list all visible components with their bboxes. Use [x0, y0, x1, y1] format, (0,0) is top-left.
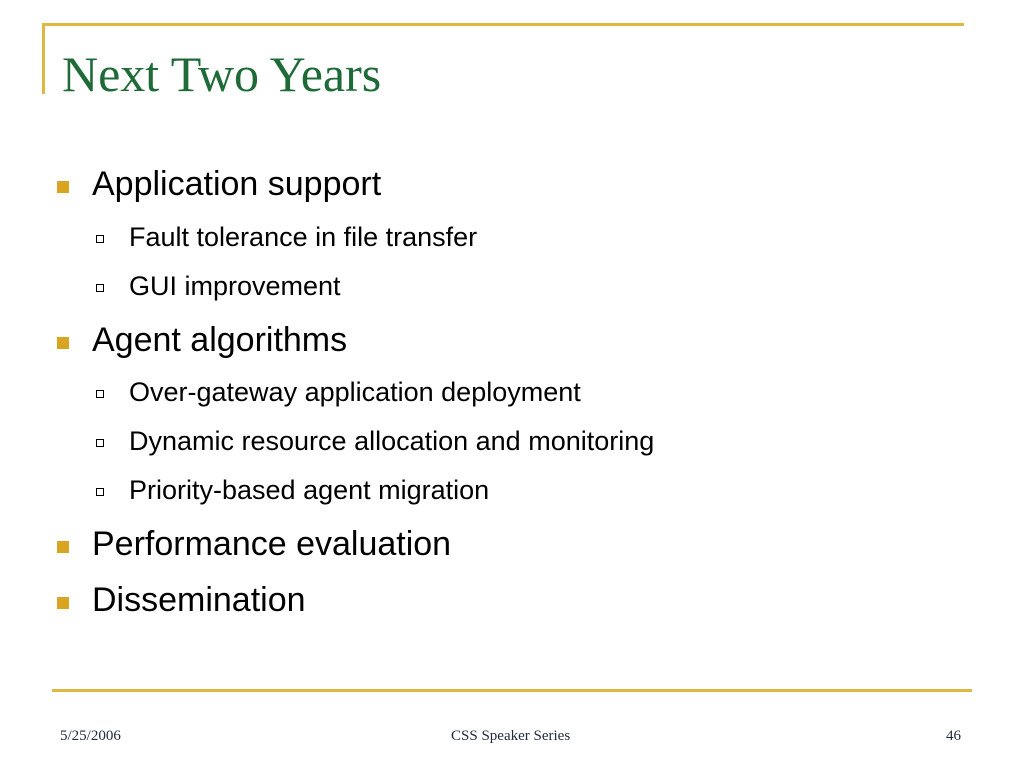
hollow-square-bullet-icon: [96, 235, 104, 243]
footer-page-number: 46: [946, 728, 961, 744]
bullet-item-gui-improvement: GUI improvement: [129, 271, 341, 301]
slide-title: Next Two Years: [62, 46, 382, 102]
bullet-item-application-support: Application support: [92, 165, 382, 203]
hollow-square-bullet-icon: [96, 390, 104, 398]
bullet-item-dynamic-resource: Dynamic resource allocation and monitoring: [129, 426, 655, 456]
filled-square-bullet-icon: [57, 181, 69, 193]
footer-title: CSS Speaker Series: [451, 728, 571, 744]
hollow-square-bullet-icon: [96, 488, 104, 496]
footer-date: 5/25/2006: [60, 728, 121, 744]
bullet-item-agent-algorithms: Agent algorithms: [92, 321, 348, 359]
footer-rule: [52, 689, 972, 692]
bullet-item-over-gateway: Over-gateway application deployment: [129, 377, 581, 407]
bullet-item-dissemination: Dissemination: [92, 581, 306, 619]
bullet-item-performance-evaluation: Performance evaluation: [92, 525, 452, 563]
hollow-square-bullet-icon: [96, 284, 104, 292]
filled-square-bullet-icon: [57, 597, 69, 609]
bullet-item-fault-tolerance: Fault tolerance in file transfer: [129, 222, 478, 252]
bullet-item-priority-migration: Priority-based agent migration: [129, 475, 490, 505]
hollow-square-bullet-icon: [96, 439, 104, 447]
filled-square-bullet-icon: [57, 337, 69, 349]
filled-square-bullet-icon: [57, 541, 69, 553]
